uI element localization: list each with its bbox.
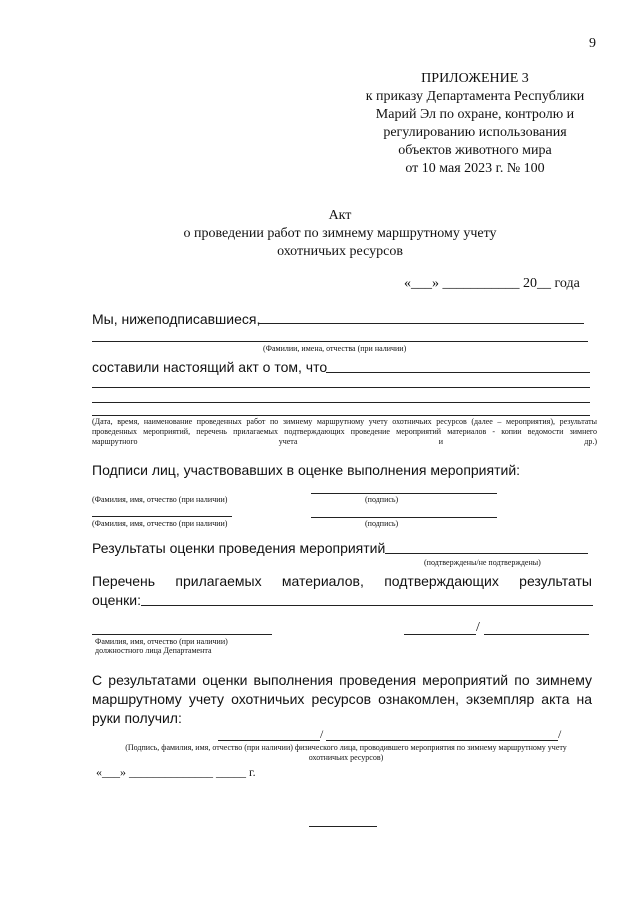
description-field-line xyxy=(92,402,590,403)
results-hint: (подтверждены/не подтверждены) xyxy=(424,558,541,567)
materials-word: материалов, xyxy=(281,573,364,589)
page-number: 9 xyxy=(589,36,596,51)
footer-rule xyxy=(309,826,377,827)
appendix-line: ПРИЛОЖЕНИЕ 3 xyxy=(421,71,529,86)
official-hint-line: Фамилия, имя, отчество (при наличии) xyxy=(95,637,228,646)
participants-field-line xyxy=(92,341,588,342)
description-field-line xyxy=(92,387,590,388)
date-line: «___» ___________ 20__ года xyxy=(404,276,580,291)
appendix-line: к приказу Департамента Республики xyxy=(365,89,585,104)
person-hint-line: охотничьих ресурсов) xyxy=(308,753,384,762)
official-name-line xyxy=(92,634,272,635)
fio-hint-text: (Фамилии, имена, отчества (при наличии) xyxy=(263,344,407,353)
person-separator: / xyxy=(320,727,324,741)
materials-label: оценки: xyxy=(92,592,141,608)
materials-word: прилагаемых xyxy=(175,573,262,589)
appendix-line: регулированию использования xyxy=(383,125,567,140)
signer-name-hint: (Фамилия, имя, отчество (при наличии) xyxy=(92,495,228,504)
composed-act-label: составили настоящий акт о том, что xyxy=(92,359,328,375)
person-hint xyxy=(96,743,596,763)
act-subtitle: о проведении работ по зимнему маршрутному учету xyxy=(183,226,497,241)
official-hint-line: должностного лица Департамента xyxy=(95,646,212,655)
appendix-line: объектов животного мира xyxy=(398,143,552,158)
person-end-separator: / xyxy=(558,727,562,741)
we-signed-label: Мы, нижеподписавшиеся, xyxy=(92,311,261,327)
materials-word: результаты xyxy=(519,573,592,589)
signature-line xyxy=(311,517,497,518)
signatures-heading: Подписи лиц, участвовавших в оценке выполнения мероприятий: xyxy=(92,462,521,478)
materials-line xyxy=(92,573,592,589)
description-hint: (Дата, время, наименование проведенных работ по зимнему маршрутному учету охотничьих ресурсов (далее – мероприятия), результаты проведенных мероприятий, перечень прилагаемых подтверждающих проведение мероприятий материалов - копии ведомости зимнего маршрутного учета и др.) xyxy=(92,417,597,446)
official-fio-line xyxy=(484,634,589,635)
signer-name-hint: (Фамилия, имя, отчество (при наличии) xyxy=(92,519,228,528)
materials-field-line xyxy=(141,605,593,606)
official-signature-line xyxy=(404,634,476,635)
results-label: Результаты оценки проведения мероприятий xyxy=(92,540,386,556)
description-field-line xyxy=(92,415,590,416)
person-signature-line xyxy=(218,740,320,741)
familiarized-text: С результатами оценки выполнения проведения мероприятий по зимнему маршрутному учету охотничьих ресурсов ознакомлен, экземпляр акта на руки получил: xyxy=(92,672,592,726)
act-subtitle: охотничьих ресурсов xyxy=(277,244,403,259)
appendix-line: от 10 мая 2023 г. № 100 xyxy=(405,161,545,176)
fio-hint xyxy=(263,344,406,353)
act-title-block xyxy=(160,207,520,261)
results-field-line xyxy=(385,553,588,554)
signature-hint: (подпись) xyxy=(365,519,399,528)
person-hint-line: (Подпись, фамилия, имя, отчество (при наличии) физического лица, проводившего мероприятия по зимнему маршрутному учету xyxy=(125,743,567,752)
signature-line xyxy=(311,493,497,494)
materials-word: Перечень xyxy=(92,573,156,589)
person-fio-line xyxy=(326,740,558,741)
signer-name-line xyxy=(92,516,232,517)
materials-word: подтверждающих xyxy=(384,573,499,589)
official-separator: / xyxy=(476,620,480,635)
appendix-header xyxy=(340,70,610,178)
act-title: Акт xyxy=(328,208,352,223)
final-date-line: «___» ______________ _____ г. xyxy=(96,765,256,779)
participants-field-line xyxy=(258,323,584,324)
official-hint xyxy=(95,637,228,655)
description-field-line xyxy=(326,372,590,373)
appendix-line: Марий Эл по охране, контролю и xyxy=(375,107,575,122)
signature-hint: (подпись) xyxy=(365,495,399,504)
